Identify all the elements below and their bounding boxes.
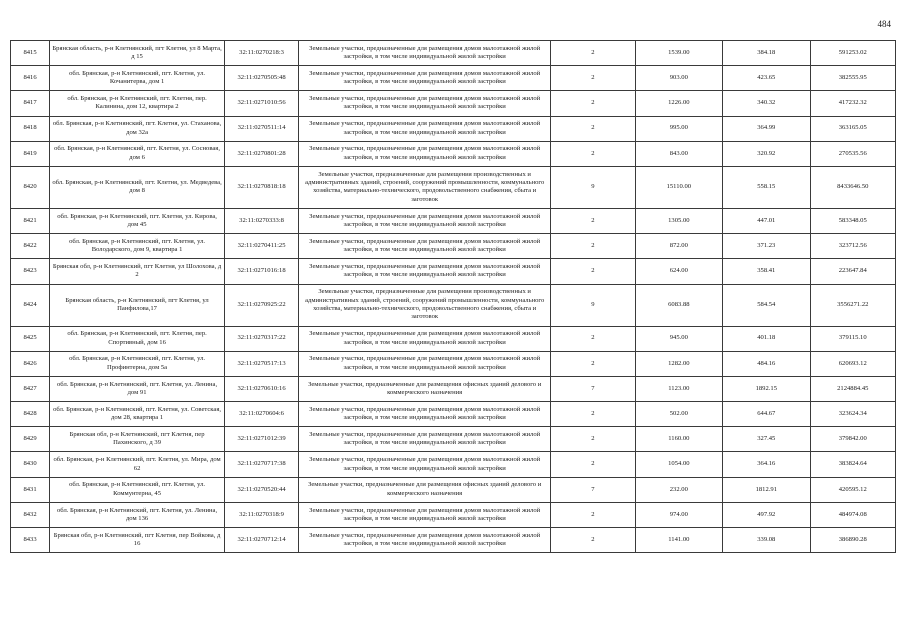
group-cell: 2 <box>551 427 635 452</box>
area-cell: 995.00 <box>635 116 722 141</box>
land-use-cell: Земельные участки, предназначенные для размещения домов малоэтажной жилой застройки, в том числе индивидуальной жилой застройки <box>299 528 551 553</box>
address-cell: Брянская обл, р-н Клетнянский, пгт Клетня, пер Войкова, д 16 <box>50 528 225 553</box>
area-cell: 502.00 <box>635 402 722 427</box>
specific-value-cell: 364.99 <box>723 116 810 141</box>
cadastral-number-cell: 32:11:0270411:25 <box>225 234 299 259</box>
cadastral-value-cell: 2124884.45 <box>810 376 895 401</box>
cadastral-value-cell: 420595.12 <box>810 477 895 502</box>
specific-value-cell: 644.67 <box>723 402 810 427</box>
cadastral-number-cell: 32:11:0270333:8 <box>225 208 299 233</box>
land-use-cell: Земельные участки, предназначенные для размещения домов малоэтажной жилой застройки, в том числе индивидуальной жилой застройки <box>299 326 551 351</box>
group-cell: 2 <box>551 502 635 527</box>
cadastral-number-cell: 32:11:0270801:28 <box>225 141 299 166</box>
group-cell: 2 <box>551 528 635 553</box>
specific-value-cell: 484.16 <box>723 351 810 376</box>
table-row <box>11 91 896 116</box>
cadastral-value-cell: 223647.84 <box>810 259 895 284</box>
table-row <box>11 141 896 166</box>
land-use-cell: Земельные участки, предназначенные для размещения домов малоэтажной жилой застройки, в том числе индивидуальной жилой застройки <box>299 41 551 66</box>
area-cell: 1160.00 <box>635 427 722 452</box>
land-use-cell: Земельные участки, предназначенные для размещения офисных зданий делового и коммерческого назначения <box>299 376 551 401</box>
row-number: 8415 <box>11 41 50 66</box>
specific-value-cell: 423.65 <box>723 66 810 91</box>
area-cell: 15110.00 <box>635 166 722 208</box>
group-cell: 2 <box>551 452 635 477</box>
group-cell: 2 <box>551 234 635 259</box>
area-cell: 872.00 <box>635 234 722 259</box>
cadastral-number-cell: 32:11:0270218:3 <box>225 41 299 66</box>
cadastral-number-cell: 32:11:0270517:13 <box>225 351 299 376</box>
group-cell: 9 <box>551 284 635 326</box>
table-row <box>11 452 896 477</box>
area-cell: 1054.00 <box>635 452 722 477</box>
area-cell: 232.00 <box>635 477 722 502</box>
address-cell: обл. Брянская, р-н Клетнянский, пгт. Клетня, ул. Коммунтерна, 45 <box>50 477 225 502</box>
row-number: 8424 <box>11 284 50 326</box>
cadastral-value-cell: 363165.05 <box>810 116 895 141</box>
row-number: 8426 <box>11 351 50 376</box>
row-number: 8423 <box>11 259 50 284</box>
group-cell: 7 <box>551 477 635 502</box>
table-row <box>11 116 896 141</box>
cadastral-number-cell: 32:11:0270317:22 <box>225 326 299 351</box>
cadastral-number-cell: 32:11:0271012:39 <box>225 427 299 452</box>
cadastral-number-cell: 32:11:0270610:16 <box>225 376 299 401</box>
specific-value-cell: 558.15 <box>723 166 810 208</box>
address-cell: обл. Брянская, р-н Клетнянский, пгт. Клетня, ул. Сосновая, дом 6 <box>50 141 225 166</box>
group-cell: 2 <box>551 141 635 166</box>
area-cell: 974.00 <box>635 502 722 527</box>
area-cell: 624.00 <box>635 259 722 284</box>
address-cell: обл. Брянская, р-н Клетнянский, пгт. Клетня, ул. Ленина, дом 91 <box>50 376 225 401</box>
row-number: 8429 <box>11 427 50 452</box>
group-cell: 2 <box>551 116 635 141</box>
group-cell: 2 <box>551 326 635 351</box>
row-number: 8416 <box>11 66 50 91</box>
land-use-cell: Земельные участки, предназначенные для размещения домов малоэтажной жилой застройки, в том числе индивидуальной жилой застройки <box>299 234 551 259</box>
row-number: 8422 <box>11 234 50 259</box>
cadastral-number-cell: 32:11:0270318:9 <box>225 502 299 527</box>
land-use-cell: Земельные участки, предназначенные для размещения домов малоэтажной жилой застройки, в том числе индивидуальной жилой застройки <box>299 141 551 166</box>
specific-value-cell: 340.32 <box>723 91 810 116</box>
land-use-cell: Земельные участки, предназначенные для размещения производственных и административных зданий, строений, сооружений промышленности, коммунального хозяйства, материально-технического, продовольственного снабжения, сбыта и заготовок <box>299 284 551 326</box>
cadastral-number-cell: 32:11:0270505:48 <box>225 66 299 91</box>
land-use-cell: Земельные участки, предназначенные для размещения производственных и административных зданий, строений, сооружений промышленности, коммунального хозяйства, материально-технического, продовольственного снабжения, сбыта и заготовок <box>299 166 551 208</box>
table-row <box>11 427 896 452</box>
specific-value-cell: 447.01 <box>723 208 810 233</box>
table-row <box>11 259 896 284</box>
address-cell: обл. Брянская, р-н Клетнянский, пгт. Клетня, ул. Володарского, дом 9, квартира 1 <box>50 234 225 259</box>
row-number: 8428 <box>11 402 50 427</box>
row-number: 8419 <box>11 141 50 166</box>
row-number: 8431 <box>11 477 50 502</box>
row-number: 8418 <box>11 116 50 141</box>
specific-value-cell: 358.41 <box>723 259 810 284</box>
cadastral-number-cell: 32:11:0270604:6 <box>225 402 299 427</box>
area-cell: 1305.00 <box>635 208 722 233</box>
address-cell: обл. Брянская, р-н Клетнянский, пгт. Клетня, пер. Спортивный, дом 16 <box>50 326 225 351</box>
specific-value-cell: 384.18 <box>723 41 810 66</box>
cadastral-value-cell: 583348.05 <box>810 208 895 233</box>
area-cell: 1141.00 <box>635 528 722 553</box>
address-cell: Брянская область, р-н Клетнянский, пгт Клетня, ул 8 Марта, д 15 <box>50 41 225 66</box>
area-cell: 1226.00 <box>635 91 722 116</box>
specific-value-cell: 320.92 <box>723 141 810 166</box>
cadastral-number-cell: 32:11:0270717:38 <box>225 452 299 477</box>
table-body <box>11 41 896 553</box>
group-cell: 2 <box>551 402 635 427</box>
area-cell: 843.00 <box>635 141 722 166</box>
address-cell: Брянская обл, р-н Клетнянский, пгт Клетня, пер Пахинского, д 39 <box>50 427 225 452</box>
area-cell: 945.00 <box>635 326 722 351</box>
cadastral-value-cell: 323712.56 <box>810 234 895 259</box>
cadastral-number-cell: 32:11:0270511:14 <box>225 116 299 141</box>
address-cell: обл. Брянская, р-н Клетнянский, пгт. Клетня, ул. Профинтерна, дом 5а <box>50 351 225 376</box>
land-use-cell: Земельные участки, предназначенные для размещения домов малоэтажной жилой застройки, в том числе индивидуальной жилой застройки <box>299 452 551 477</box>
address-cell: обл. Брянская, р-н Клетнянский, пгт. Клетня, ул. Медведева, дом 8 <box>50 166 225 208</box>
land-use-cell: Земельные участки, предназначенные для размещения домов малоэтажной жилой застройки, в том числе индивидуальной жилой застройки <box>299 402 551 427</box>
table-row <box>11 351 896 376</box>
table-row <box>11 326 896 351</box>
land-use-cell: Земельные участки, предназначенные для размещения домов малоэтажной жилой застройки, в том числе индивидуальной жилой застройки <box>299 427 551 452</box>
cadastral-value-cell: 3556271.22 <box>810 284 895 326</box>
specific-value-cell: 401.18 <box>723 326 810 351</box>
area-cell: 6083.88 <box>635 284 722 326</box>
cadastral-value-cell: 8433646.50 <box>810 166 895 208</box>
cadastral-value-cell: 620693.12 <box>810 351 895 376</box>
specific-value-cell: 1812.91 <box>723 477 810 502</box>
cadastral-number-cell: 32:11:0271016:18 <box>225 259 299 284</box>
cadastral-value-cell: 383824.64 <box>810 452 895 477</box>
address-cell: обл. Брянская, р-н Клетнянский, пгт. Клетня, ул. Мира, дом 62 <box>50 452 225 477</box>
row-number: 8427 <box>11 376 50 401</box>
land-use-cell: Земельные участки, предназначенные для размещения домов малоэтажной жилой застройки, в том числе индивидуальной жилой застройки <box>299 351 551 376</box>
row-number: 8432 <box>11 502 50 527</box>
table-row <box>11 208 896 233</box>
specific-value-cell: 371.23 <box>723 234 810 259</box>
area-cell: 903.00 <box>635 66 722 91</box>
table-row <box>11 528 896 553</box>
cadastral-number-cell: 32:11:0270712:14 <box>225 528 299 553</box>
table-row <box>11 502 896 527</box>
table-row <box>11 477 896 502</box>
land-use-cell: Земельные участки, предназначенные для размещения домов малоэтажной жилой застройки, в том числе индивидуальной жилой застройки <box>299 502 551 527</box>
row-number: 8433 <box>11 528 50 553</box>
cadastral-number-cell: 32:11:0270818:18 <box>225 166 299 208</box>
table-row <box>11 66 896 91</box>
land-use-cell: Земельные участки, предназначенные для размещения домов малоэтажной жилой застройки, в том числе индивидуальной жилой застройки <box>299 116 551 141</box>
cadastral-number-cell: 32:11:0270520:44 <box>225 477 299 502</box>
group-cell: 2 <box>551 259 635 284</box>
group-cell: 2 <box>551 91 635 116</box>
land-use-cell: Земельные участки, предназначенные для размещения домов малоэтажной жилой застройки, в том числе индивидуальной жилой застройки <box>299 208 551 233</box>
table-row <box>11 402 896 427</box>
address-cell: обл. Брянская, р-н Клетнянский, пгт. Клетня, ул. Советская, дом 28, квартира 1 <box>50 402 225 427</box>
address-cell: обл. Брянская, р-н Клетнянский, пгт. Клетня, ул. Кочанитерва, дом 1 <box>50 66 225 91</box>
specific-value-cell: 339.08 <box>723 528 810 553</box>
land-use-cell: Земельные участки, предназначенные для размещения домов малоэтажной жилой застройки, в том числе индивидуальной жилой застройки <box>299 91 551 116</box>
cadastral-value-cell: 386890.28 <box>810 528 895 553</box>
cadastral-number-cell: 32:11:0271010:56 <box>225 91 299 116</box>
group-cell: 2 <box>551 351 635 376</box>
row-number: 8417 <box>11 91 50 116</box>
cadastral-value-cell: 417232.32 <box>810 91 895 116</box>
table-row <box>11 41 896 66</box>
group-cell: 2 <box>551 66 635 91</box>
cadastral-value-table <box>10 40 896 553</box>
cadastral-value-cell: 591253.02 <box>810 41 895 66</box>
specific-value-cell: 327.45 <box>723 427 810 452</box>
address-cell: Брянская область, р-н Клетнянский, пгт Клетня, ул Панфилова,17 <box>50 284 225 326</box>
page-number: 484 <box>877 19 891 29</box>
cadastral-value-cell: 379115.10 <box>810 326 895 351</box>
table-row <box>11 166 896 208</box>
address-cell: обл. Брянская, р-н Клетнянский, пгт. Клетня, ул. Кирова, дом 45 <box>50 208 225 233</box>
row-number: 8420 <box>11 166 50 208</box>
table-row <box>11 376 896 401</box>
specific-value-cell: 1892.15 <box>723 376 810 401</box>
table-row <box>11 284 896 326</box>
row-number: 8430 <box>11 452 50 477</box>
address-cell: обл. Брянская, р-н Клетнянский, пгт. Клетня, пер. Калинина, дом 12, квартира 2 <box>50 91 225 116</box>
table-row <box>11 234 896 259</box>
row-number: 8421 <box>11 208 50 233</box>
group-cell: 2 <box>551 41 635 66</box>
address-cell: Брянская обл, р-н Клетнянский, пгт Клетня, ул Шолохова, д 2 <box>50 259 225 284</box>
group-cell: 9 <box>551 166 635 208</box>
land-use-cell: Земельные участки, предназначенные для размещения офисных зданий делового и коммерческого назначения <box>299 477 551 502</box>
address-cell: обл. Брянская, р-н Клетнянский, пгт. Клетня, ул. Ленина, дом 136 <box>50 502 225 527</box>
specific-value-cell: 364.16 <box>723 452 810 477</box>
specific-value-cell: 584.54 <box>723 284 810 326</box>
area-cell: 1282.00 <box>635 351 722 376</box>
cadastral-number-cell: 32:11:0270925:22 <box>225 284 299 326</box>
cadastral-value-cell: 379842.00 <box>810 427 895 452</box>
cadastral-value-cell: 484974.08 <box>810 502 895 527</box>
cadastral-value-cell: 382555.95 <box>810 66 895 91</box>
specific-value-cell: 497.92 <box>723 502 810 527</box>
land-use-cell: Земельные участки, предназначенные для размещения домов малоэтажной жилой застройки, в том числе индивидуальной жилой застройки <box>299 259 551 284</box>
address-cell: обл. Брянская, р-н Клетнянский, пгт. Клетня, ул. Стаханова, дом 32а <box>50 116 225 141</box>
area-cell: 1123.00 <box>635 376 722 401</box>
land-use-cell: Земельные участки, предназначенные для размещения домов малоэтажной жилой застройки, в том числе индивидуальной жилой застройки <box>299 66 551 91</box>
row-number: 8425 <box>11 326 50 351</box>
group-cell: 2 <box>551 208 635 233</box>
area-cell: 1539.00 <box>635 41 722 66</box>
group-cell: 7 <box>551 376 635 401</box>
cadastral-value-cell: 323624.34 <box>810 402 895 427</box>
cadastral-value-cell: 270535.56 <box>810 141 895 166</box>
